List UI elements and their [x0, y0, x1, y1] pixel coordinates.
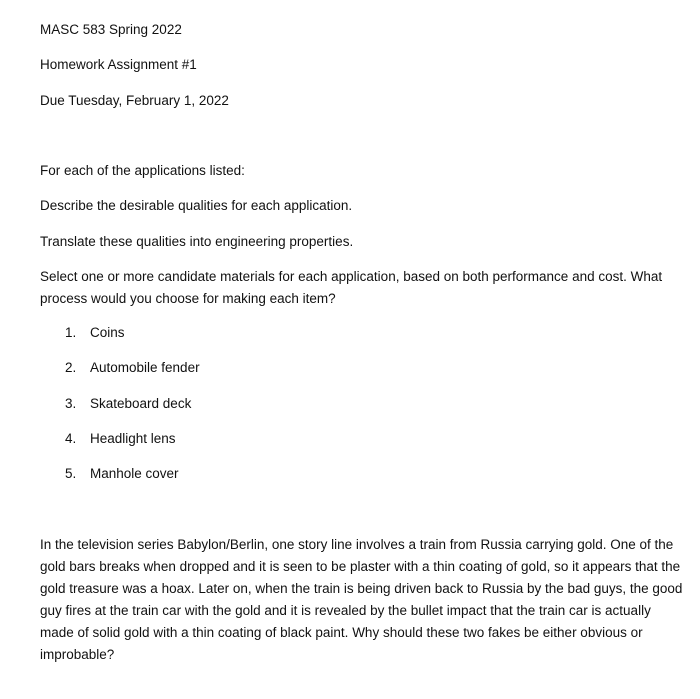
- list-item-number: 2.: [65, 360, 77, 375]
- q1-step-describe: Describe the desirable qualities for each application.: [40, 198, 353, 213]
- list-item-number: 4.: [65, 431, 77, 446]
- q1-intro: For each of the applications listed:: [40, 163, 245, 178]
- list-item-number: 3.: [65, 396, 77, 411]
- list-item-number: 5.: [65, 466, 77, 481]
- list-item-label: Headlight lens: [90, 431, 176, 446]
- course-title: MASC 583 Spring 2022: [40, 22, 182, 37]
- list-item-number: 1.: [65, 325, 77, 340]
- q1-step-translate: Translate these qualities into engineering properties.: [40, 234, 354, 249]
- assignment-title: Homework Assignment #1: [40, 57, 197, 72]
- list-item: [65, 430, 176, 448]
- list-item-label: Coins: [90, 325, 125, 340]
- list-item: [65, 395, 191, 413]
- list-item: [65, 465, 179, 483]
- list-item: [65, 359, 200, 377]
- list-item-label: Skateboard deck: [90, 396, 192, 411]
- list-item: [65, 324, 125, 342]
- list-item-label: Manhole cover: [90, 466, 179, 481]
- list-item-label: Automobile fender: [90, 360, 200, 375]
- q2-paragraph: In the television series Babylon/Berlin, one story line involves a train from Russia carrying gold. One of the gold bars breaks when dropped and it is seen to be plaster with a thin coating of gold, so it appears that the gold treasure was a hoax. Later on, when the train is being driven back to Russia by the bad guys, the good guy fires at the train car with the gold and it is revealed by the bullet impact that the train car is actually made of solid gold with a thin coating of black paint. Why should these two fakes be either obvious or improbable?: [40, 537, 683, 662]
- due-date: Due Tuesday, February 1, 2022: [40, 93, 229, 108]
- q1-step-select: Select one or more candidate materials for each application, based on both performance and cost. What process would you choose for making each item?: [40, 269, 663, 306]
